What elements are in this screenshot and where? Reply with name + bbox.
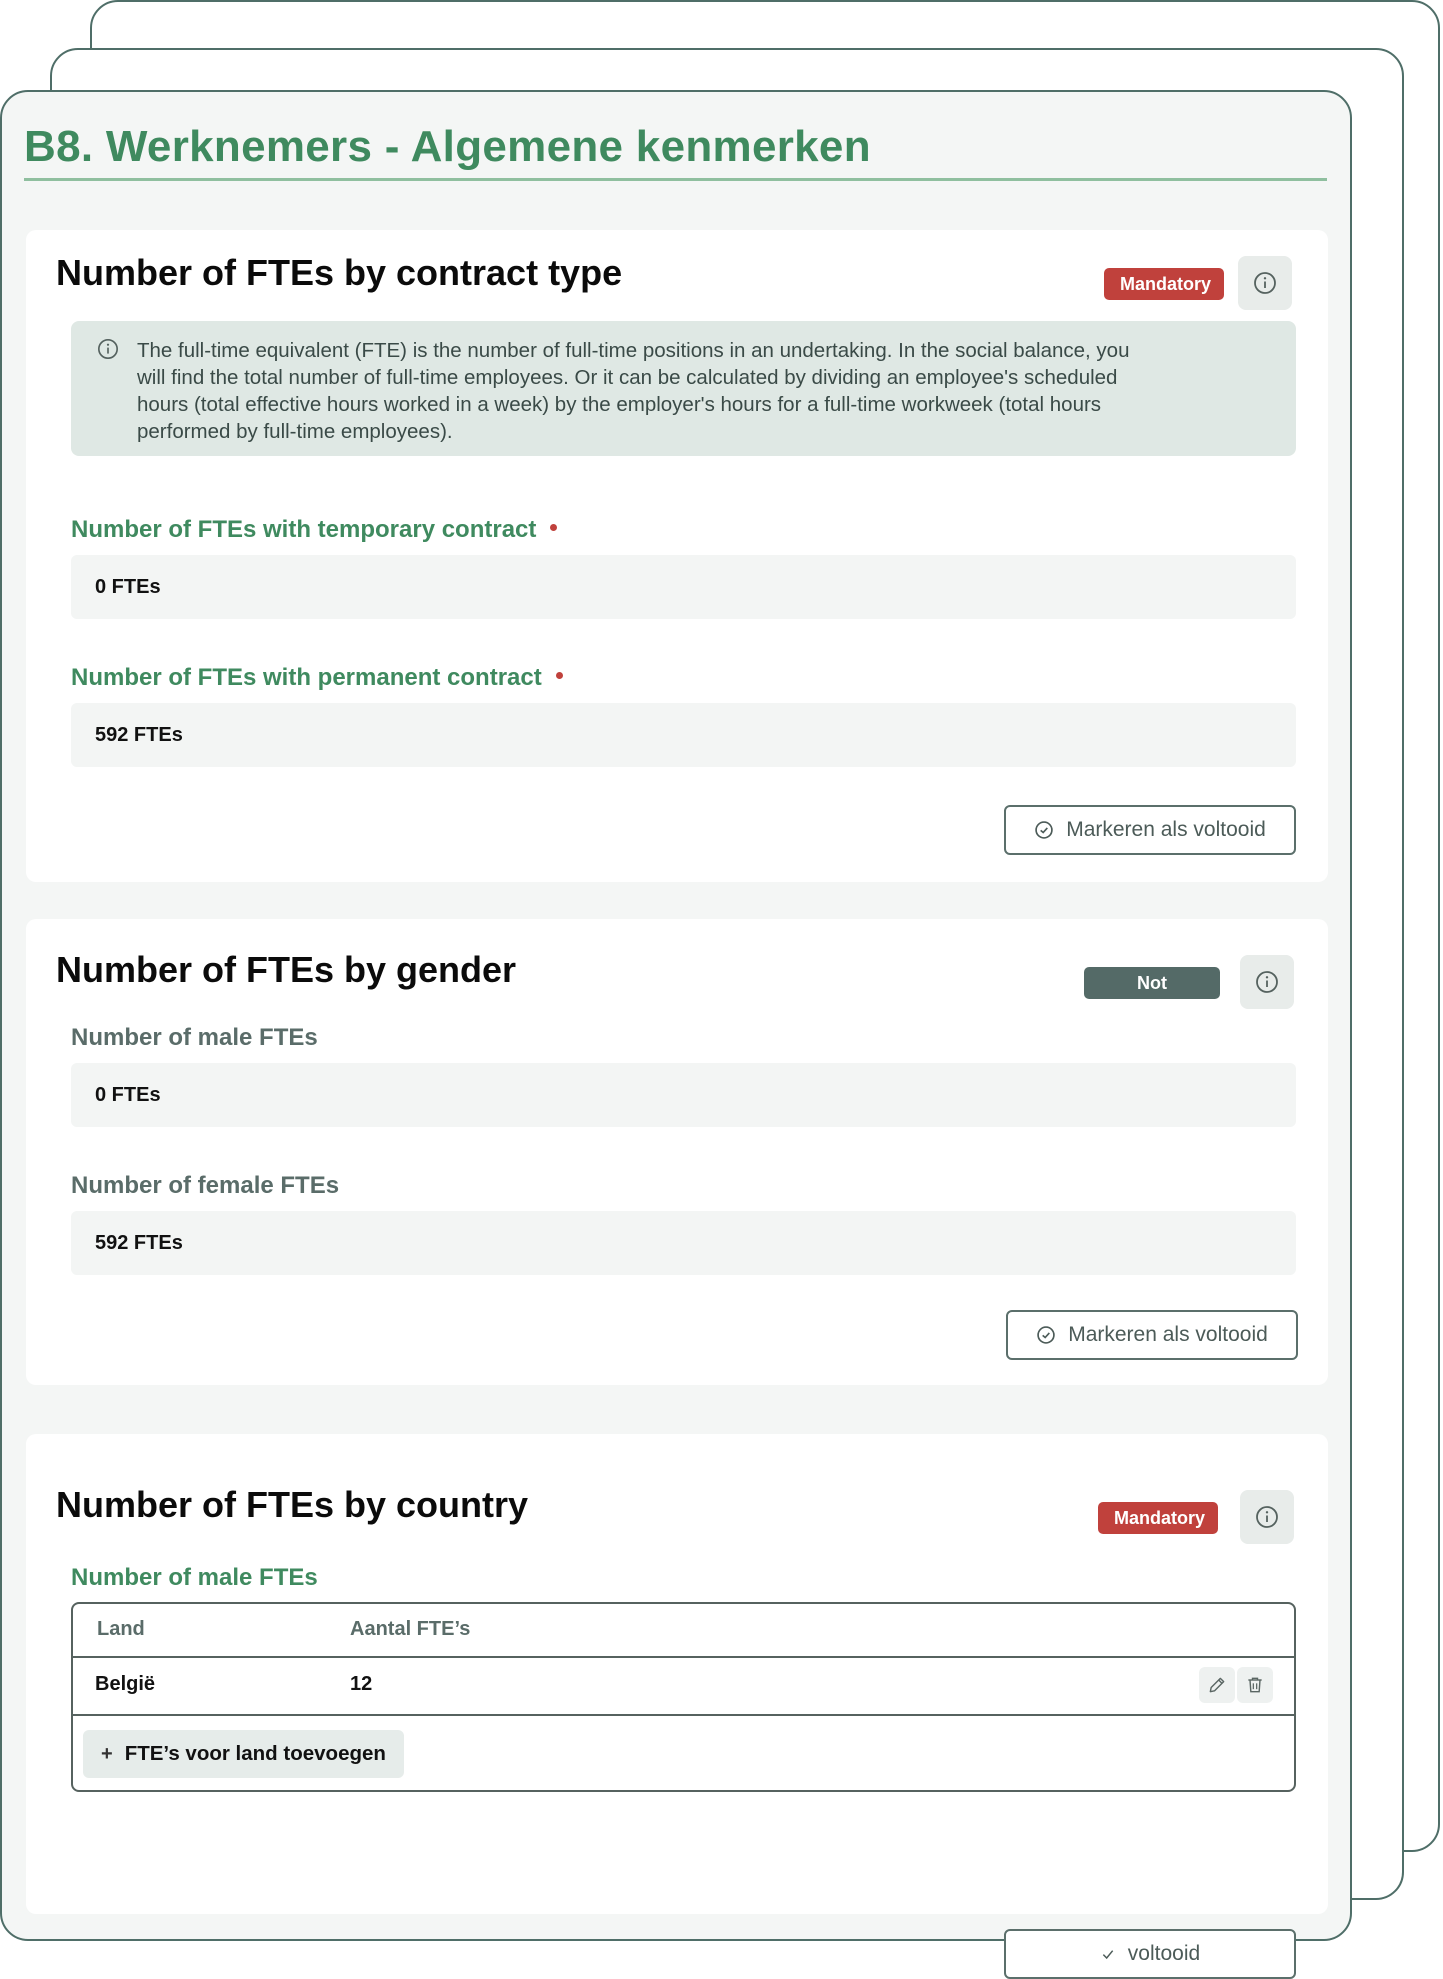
section-title: Number of FTEs by gender: [56, 949, 517, 990]
section-title: Number of FTEs by contract type: [56, 252, 623, 293]
fte-info-note: [71, 321, 1296, 456]
cell-country: België: [95, 1673, 156, 1695]
cell-fte: 12: [350, 1673, 373, 1695]
status-badge: Mandatory: [1098, 1502, 1218, 1534]
field-label-text: Number of FTEs with permanent contract: [71, 664, 542, 691]
female-fte-field[interactable]: 592 FTEs: [71, 1211, 1296, 1275]
button-label: Markeren als voltooid: [1068, 1323, 1268, 1346]
button-label: Markeren als voltooid: [1066, 818, 1266, 841]
info-icon: [1253, 271, 1277, 295]
add-country-fte-button[interactable]: [83, 1730, 404, 1778]
title-divider: [24, 178, 1327, 181]
note-line: performed by full-time employees).: [137, 420, 453, 443]
country-fte-label: Number of male FTEs: [71, 1564, 318, 1591]
required-indicator: [556, 672, 563, 679]
info-button[interactable]: [1240, 955, 1294, 1009]
country-fte-table: [71, 1602, 1296, 1792]
note-line: will find the total number of full-time employees. Or it can be calculated by dividing an employee's scheduled: [137, 366, 1118, 389]
info-button[interactable]: [1240, 1490, 1294, 1544]
permanent-contract-field[interactable]: 592 FTEs: [71, 703, 1296, 767]
note-line: The full-time equivalent (FTE) is the number of full-time positions in an undertaking. In the social balance, you: [137, 339, 1130, 362]
form-sheet: [0, 90, 1352, 1965]
required-indicator: [550, 524, 557, 531]
male-fte-field[interactable]: 0 FTEs: [71, 1063, 1296, 1127]
check-icon: [1100, 1946, 1116, 1962]
section-title: Number of FTEs by country: [56, 1484, 529, 1525]
table-row: [73, 1656, 1294, 1716]
info-button[interactable]: [1238, 256, 1292, 310]
check-circle-icon: [1034, 820, 1054, 840]
delete-row-button[interactable]: [1237, 1667, 1273, 1703]
plus-icon: +: [101, 1742, 113, 1765]
permanent-contract-label: [71, 664, 563, 692]
column-header-fte: Aantal FTE’s: [350, 1618, 471, 1640]
trash-icon: [1245, 1675, 1265, 1695]
section-country: [26, 1434, 1328, 1965]
edit-row-button[interactable]: [1199, 1667, 1235, 1703]
note-line: hours (total effective hours worked in a week) by the employer's hours for a full-time workweek (total hours: [137, 393, 1102, 416]
complete-button[interactable]: [1004, 1929, 1296, 1979]
column-header-land: Land: [97, 1618, 145, 1640]
button-label: voltooid: [1127, 1942, 1201, 1965]
male-fte-label: Number of male FTEs: [71, 1024, 318, 1051]
status-badge: Mandatory: [1104, 268, 1224, 300]
check-circle-icon: [1036, 1325, 1056, 1345]
mark-complete-button[interactable]: [1004, 805, 1296, 855]
info-icon: [1255, 1505, 1279, 1529]
section-contract-type: [26, 230, 1328, 882]
info-icon: [1255, 970, 1279, 994]
page-title: B8. Werknemers - Algemene kenmerken: [24, 122, 871, 171]
field-label-text: Number of FTEs with temporary contract: [71, 516, 537, 543]
temporary-contract-label: [71, 516, 557, 544]
temporary-contract-field[interactable]: 0 FTEs: [71, 555, 1296, 619]
section-gender: [26, 919, 1328, 1385]
table-header: [73, 1604, 1294, 1658]
button-label: FTE’s voor land toevoegen: [124, 1742, 386, 1765]
female-fte-label: Number of female FTEs: [71, 1172, 340, 1199]
mark-complete-button[interactable]: [1006, 1310, 1298, 1360]
status-badge: Not required: [1084, 967, 1220, 999]
pencil-icon: [1207, 1675, 1227, 1695]
info-icon: [97, 338, 119, 360]
